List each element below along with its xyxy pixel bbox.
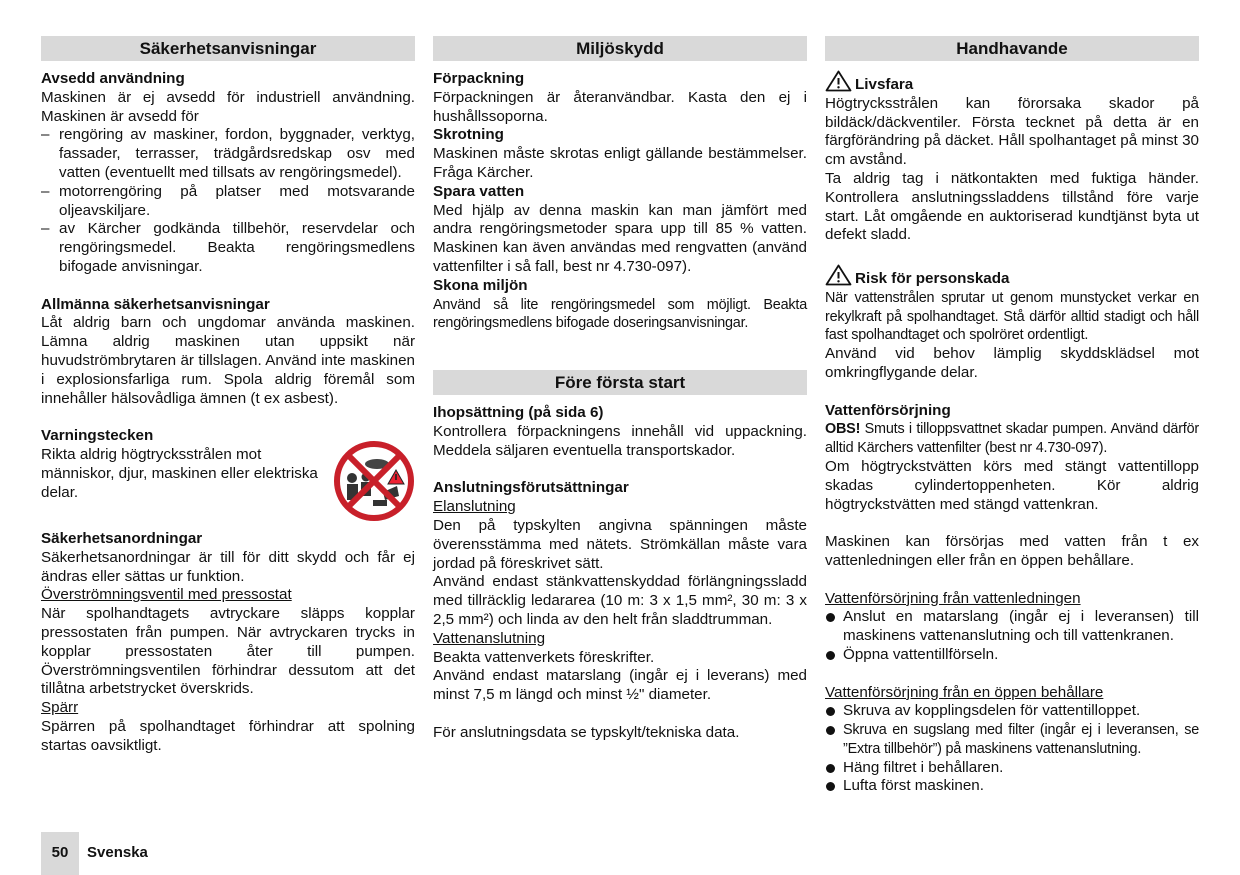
- paragraph: Rikta aldrig högtrycksstrålen mot människor, djur, maskinen eller elektriska delar.: [41, 445, 318, 501]
- heading-scrapping: Skrotning: [433, 126, 504, 144]
- column-environment: [433, 36, 807, 743]
- heading-safety-devices: Säkerhetsanordningar: [41, 529, 203, 547]
- paragraph: Säkerhetsanordningar är till för ditt skydd och får ej ändras eller sättas ur funktion.: [41, 548, 415, 585]
- paragraph: Spärren på spolhandtaget förhindrar att spolning startas oavsiktligt.: [41, 717, 415, 754]
- heading-injury-risk: Risk för personskada: [825, 264, 1199, 289]
- subheading-supply-mains: Vattenförsörjning från vattenledningen: [825, 589, 1081, 607]
- page-number: 50: [41, 832, 79, 875]
- heading-intended-use: Avsedd användning: [41, 70, 185, 87]
- heading-connection-requirements: Anslutningsförutsättningar: [433, 479, 629, 497]
- list-item: – av Kärcher godkända tillbehör, reservdelar och rengöringsmedel. Beakta rengöringsmedlens bifogade anvisningar.: [41, 220, 415, 276]
- paragraph: Maskinen kan försörjas med vatten från t ex vattenledningen eller från en öppen behållare.: [825, 533, 1199, 569]
- paragraph: Med hjälp av denna maskin kan man jämfört med andra rengöringsmetoder spara upp till 85 % vatten. Maskinen kan även användas med rengvatten (använd vattenfilter i så fall, best nr 4.730-097).: [433, 201, 807, 275]
- intended-use-list: [41, 126, 415, 276]
- paragraph: Förpackningen är återanvändbar. Kasta den ej i hushållssoporna.: [433, 88, 807, 125]
- paragraph: Använd vid behov lämplig skyddsklädsel mot omkringflygande delar.: [825, 345, 1199, 381]
- list-item: Öppna vattentillförseln.: [825, 646, 1199, 665]
- subheading-electrical: Elanslutning: [433, 498, 516, 516]
- list-item: Skruva en sugslang med filter (ingår ej i leveransen, se ”Extra tillbehör”) på maskinens vattenanslutning.: [825, 721, 1199, 759]
- paragraph: Ta aldrig tag i nätkontakten med fuktiga händer. Kontrollera anslutningssladdens tillstånd före varje start. Låt omgående en auktoriserad kundtjänst byta ut defekt sladd.: [825, 169, 1199, 244]
- list-item: Skruva av kopplingsdelen för vattentilloppet.: [825, 702, 1199, 721]
- supply-container-list: [825, 702, 1199, 796]
- paragraph: Använd endast matarslang (ingår ej i leverans) med minst 7,5 m längd och minst ½" diameter.: [433, 667, 807, 704]
- list-item: – motorrengöring på platser med motsvarande oljeavskiljare.: [41, 183, 415, 221]
- list-item: Anslut en matarslang (ingår ej i leveransen) till maskinens vattenanslutning och till vattenkranen.: [825, 608, 1199, 646]
- subheading-lock: Spärr: [41, 699, 79, 717]
- paragraph: Maskinen måste skrotas enligt gällande bestämmelser. Fråga Kärcher.: [433, 145, 807, 181]
- warning-triangle-icon: [825, 264, 852, 286]
- language-label: Svenska: [87, 844, 148, 862]
- section-title-safety: Säkerhetsanvisningar: [41, 36, 415, 61]
- heading-save-water: Spara vatten: [433, 182, 525, 200]
- paragraph: Kontrollera förpackningens innehåll vid uppackning. Meddela säljaren eventuella transportskador.: [433, 422, 807, 459]
- section-title-environment: Miljöskydd: [433, 36, 807, 61]
- heading-assembly: Ihopsättning (på sida 6): [433, 404, 604, 422]
- paragraph: När spolhandtagets avtryckare släpps kopplar pressostaten från pumpen. När avtryckaren trycks in kopplar pressostaten åter till pumpen. Överströmningsventilen förhindrar dessutom att det tillåtna arbetstrycket överskrids.: [41, 605, 415, 698]
- paragraph: Beakta vattenverkets föreskrifter.: [433, 648, 655, 666]
- section-title-before-start: Före första start: [433, 370, 807, 395]
- paragraph: När vattenstrålen sprutar ut genom munstycket verkar en rekylkraft på spolhandtaget. Stå därför alltid stadigt och håll fast spolhandtaget och spolröret ordentligt.: [825, 289, 1199, 344]
- obs-paragraph: OBS! Smuts i tilloppsvattnet skadar pumpen. Använd därför alltid Kärchers vattenfilter (best nr 4.730-097).: [825, 421, 1199, 457]
- warning-row: [41, 446, 415, 522]
- paragraph: Låt aldrig barn och ungdomar använda maskinen. Lämna aldrig maskinen utan uppsikt när huvudströmbrytaren är tillslagen. Använd inte maskinen i explosionsfarliga rum. Spola aldrig föremål som innehåller hälsovådliga ämnen (t ex asbest).: [41, 314, 415, 407]
- paragraph: Maskinen är ej avsedd för industriell användning. Maskinen är avsedd för: [41, 88, 415, 125]
- paragraph: Högtrycksstrålen kan förorsaka skador på bildäck/däckventiler. Första tecknet på detta är en färgförändring på däcket. Håll spolhantaget på minst 30 cm avstånd.: [825, 94, 1199, 169]
- supply-mains-list: [825, 608, 1199, 664]
- list-item: – rengöring av maskiner, fordon, byggnader, verktyg, fassader, terrasser, trädgårdsredskap osv med vatten (eventuellt med tillsats av rengöringsmedel).: [41, 126, 415, 182]
- paragraph: Använd endast stänkvattenskyddad förlängningssladd med tillräcklig ledararea (10 m: 3 x 1,5 mm², 30 m: 3 x 2,5 mm²) och linda av den helt från sladdtrumman.: [433, 573, 807, 628]
- list-item: Häng filtret i behållaren.: [825, 759, 1199, 778]
- paragraph: Om högtryckstvätten körs med stängt vattentillopp skadas cylindertoppenheten. Kör aldrig högtryckstvätten med stängd vattenkran.: [825, 457, 1199, 513]
- heading-general-safety: Allmänna säkerhetsanvisningar: [41, 295, 270, 313]
- paragraph: För anslutningsdata se typskylt/tekniska data.: [433, 723, 740, 741]
- subheading-water-connection: Vattenanslutning: [433, 629, 546, 647]
- heading-water-supply: Vattenförsörjning: [825, 401, 951, 419]
- heading-warning-sign: Varningstecken: [41, 427, 154, 445]
- section-title-operation: Handhavande: [825, 36, 1199, 61]
- no-spray-warning-icon: [333, 440, 415, 522]
- column-safety: [41, 36, 415, 756]
- heading-packaging: Förpackning: [433, 70, 525, 87]
- list-item: Lufta först maskinen.: [825, 777, 1199, 796]
- heading-protect-environment: Skona miljön: [433, 276, 528, 294]
- subheading-overflow-valve: Överströmningsventil med pressostat: [41, 586, 292, 604]
- paragraph: Den på typskylten angivna spänningen måste överensstämma med nätets. Strömkällan måste vara jordad på föreskrivet sätt.: [433, 516, 807, 572]
- warning-triangle-icon: [825, 70, 852, 92]
- column-operation: [825, 36, 1199, 796]
- subheading-supply-container: Vattenförsörjning från en öppen behållare: [825, 683, 1104, 701]
- heading-danger: Livsfara: [825, 70, 1199, 95]
- page-footer: [41, 832, 148, 875]
- paragraph: Använd så lite rengöringsmedel som möjligt. Beakta rengöringsmedlens bifogade doseringsanvisningar.: [433, 296, 807, 332]
